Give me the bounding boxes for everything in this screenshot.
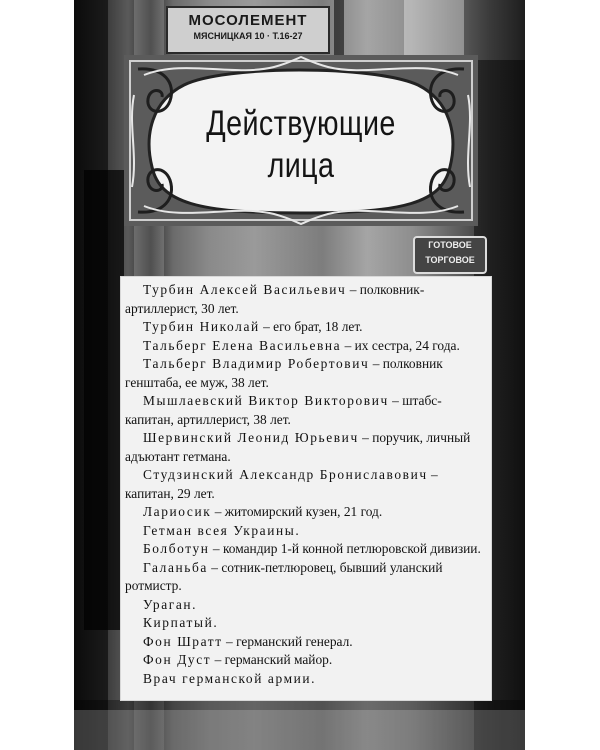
cast-entry bbox=[125, 670, 491, 689]
cast-name: Тальберг Владимир Робертович bbox=[143, 356, 370, 371]
cast-desc: – его брат, 18 лет. bbox=[259, 319, 363, 334]
cast-entry bbox=[125, 651, 491, 670]
cast-desc: – сотник-петлюровец, бывший уланский ротмистр. bbox=[125, 559, 443, 593]
cast-list bbox=[125, 281, 491, 688]
building-sign-top: МОСОЛЕМЕНТ bbox=[188, 12, 308, 29]
cast-name: Болботун bbox=[143, 541, 210, 556]
cast-name: Турбин Алексей Васильевич bbox=[143, 282, 347, 297]
cast-entry bbox=[125, 466, 491, 503]
cast-entry bbox=[125, 503, 491, 522]
cast-desc: – германский майор. bbox=[211, 652, 333, 667]
cast-name: Фон Дуст bbox=[143, 652, 212, 667]
building-sign-bottom: МЯСНИЦКАЯ 10 · Т.16-27 bbox=[193, 31, 303, 41]
cast-desc: – поручик, личный адъютант гетмана. bbox=[125, 430, 471, 464]
shop-sign-line2: ТОРГОВОЕ bbox=[425, 255, 475, 265]
cast-name: Ураган. bbox=[143, 596, 198, 612]
title-line-1: Действующие bbox=[206, 104, 396, 143]
building-sign bbox=[166, 6, 330, 54]
shop-sign-line1: ГОТОВОЕ bbox=[428, 240, 472, 250]
cast-entry bbox=[125, 596, 491, 615]
cast-name: Кирпатый. bbox=[143, 615, 219, 630]
cast-name: Врач германской армии. bbox=[143, 670, 317, 686]
cast-name: Шервинский Леонид Юрьевич bbox=[143, 430, 359, 445]
cast-entry bbox=[125, 281, 491, 318]
cast-entry bbox=[125, 318, 491, 337]
cast-name: Турбин Николай bbox=[143, 319, 260, 334]
cast-desc: – житомирский кузен, 21 год. bbox=[211, 504, 383, 519]
cast-name: Лариосик bbox=[143, 504, 212, 519]
cast-desc: – полковник генштаба, ее муж, 38 лет. bbox=[125, 356, 443, 390]
cast-name: Мышлаевский Виктор Викторович bbox=[143, 393, 389, 408]
shop-sign bbox=[413, 236, 487, 274]
title-frame bbox=[124, 55, 478, 226]
cast-desc: – их сестра, 24 года. bbox=[341, 337, 460, 353]
cast-entry bbox=[125, 522, 491, 541]
cast-name: Гетман всея Украины. bbox=[143, 522, 301, 538]
cast-name: Галаньба bbox=[143, 559, 208, 575]
cast-entry bbox=[125, 633, 491, 652]
cast-entry bbox=[125, 355, 491, 392]
cast-name: Фон Шратт bbox=[143, 633, 223, 649]
cast-entry bbox=[125, 337, 491, 356]
cast-name: Тальберг Елена Васильевна bbox=[143, 337, 342, 353]
cast-entry bbox=[125, 559, 491, 596]
cast-entry bbox=[125, 429, 491, 466]
cast-desc: – германский генерал. bbox=[222, 633, 353, 649]
cast-desc: – капитан, 29 лет. bbox=[125, 467, 438, 501]
cast-entry bbox=[125, 392, 491, 429]
cast-desc: – штабс-капитан, артиллерист, 38 лет. bbox=[125, 393, 442, 427]
cast-name: Студзинский Александр Брониславович bbox=[143, 467, 428, 482]
cast-desc: – командир 1-й конной петлюровской дивизии. bbox=[209, 541, 481, 556]
cast-desc: – полковник-артиллерист, 30 лет. bbox=[125, 282, 425, 316]
title-line-2: лица bbox=[267, 146, 335, 185]
cast-entry bbox=[125, 540, 491, 559]
cast-entry bbox=[125, 614, 491, 633]
page-title bbox=[156, 103, 446, 187]
